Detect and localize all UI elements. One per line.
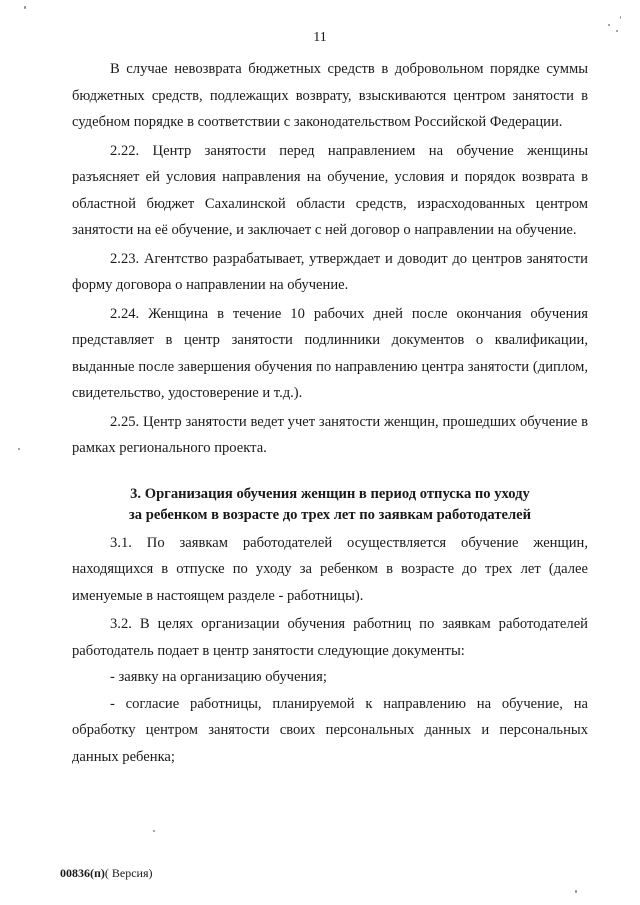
scan-speck [575,890,577,893]
section-heading-line-2: за ребенком в возрасте до трех лет по заявкам работодателей [128,506,532,523]
paragraph-3-2: 3.2. В целях организации обучения работниц по заявкам работодателей работодатель подает в центр занятости следующие документы: [72,616,588,659]
scan-speck [24,6,26,9]
page-number: 11 [313,30,327,45]
paragraph-2-22: 2.22. Центр занятости перед направлением на обучение женщины разъясняет ей условия направления на обучение, условия и порядок возврата в областной бюджет Сахалинской области средств, израсходованных центром занятости на её обучение, и заключает с ней договор о направлении на обучение. [72,142,588,238]
list-item-application: - заявку на организацию обучения; [110,669,327,685]
scan-speck [616,30,618,32]
paragraph-3-1: 3.1. По заявкам работодателей осуществляется обучение женщин, находящихся в отпуске по уходу за ребенком в возрасте до трех лет (далее именуемые в настоящем разделе - работницы). [72,534,588,604]
list-item-consent: - согласие работницы, планируемой к направлению на обучение, на обработку центром занятости своих персональных данных и персональных данных ребенка; [72,695,588,765]
footer-code: 00836(п) [60,866,105,880]
section-heading-line-1: 3. Организация обучения женщин в период отпуска по уходу [130,485,530,502]
paragraph-2-24: 2.24. Женщина в течение 10 рабочих дней после окончания обучения представляет в центр занятости подлинники документов о квалификации, выданные после завершения обучения по направлению центра занятости (диплом, свидетельство, удостоверение и т.д.). [72,305,588,401]
paragraph-2-25: 2.25. Центр занятости ведет учет занятости женщин, прошедших обучение в рамках регионального проекта. [72,413,588,456]
section-3-heading [72,484,588,526]
paragraph-budget-refund: В случае невозврата бюджетных средств в добровольном порядке суммы бюджетных средств, подлежащих возврату, взыскиваются центром занятости в судебном порядке в соответствии с законодательством Российской Федерации. [72,61,588,130]
scan-speck [608,24,610,26]
paragraph-2-23: 2.23. Агентство разрабатывает, утверждает и доводит до центров занятости форму договора о направлении на обучение. [72,250,588,293]
scan-speck [18,448,20,450]
scan-speck [153,830,155,832]
scan-speck [620,16,621,19]
footer-document-code [60,866,153,881]
footer-version: ( Версия) [104,866,153,880]
document-body [72,56,588,770]
